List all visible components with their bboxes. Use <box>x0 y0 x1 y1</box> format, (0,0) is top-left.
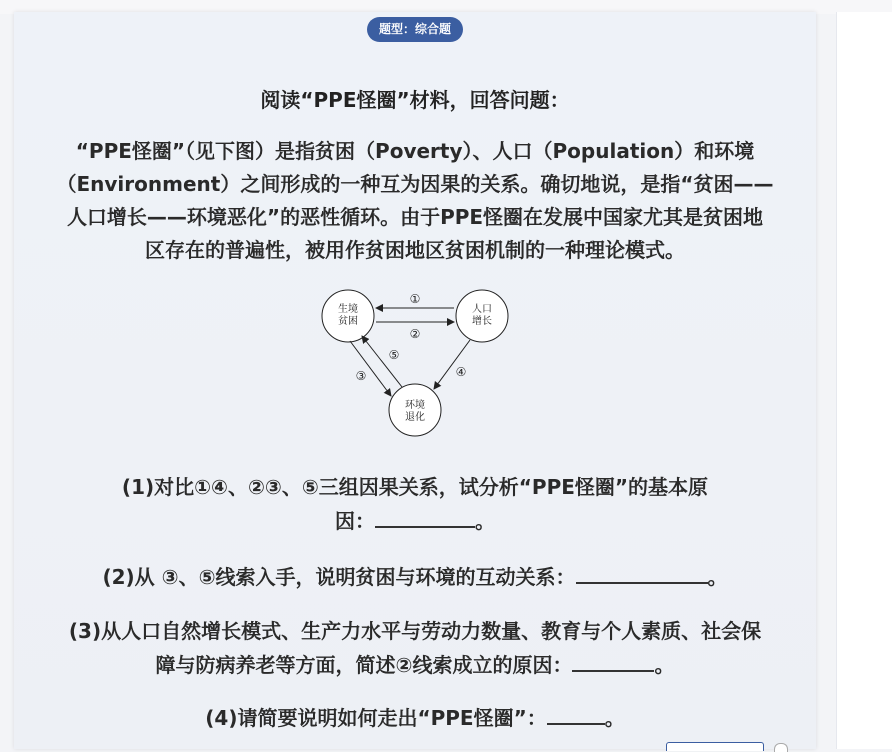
question-3 <box>30 614 800 682</box>
question-1-line <box>30 504 800 538</box>
question-4-text: (4)请简要说明如何走出“PPE怪圈”： <box>205 706 547 730</box>
right-side-panel <box>836 12 892 749</box>
question-4 <box>30 701 800 735</box>
environment-node-label: 退化 <box>405 412 425 423</box>
diagram-label-4: ④ <box>455 365 467 379</box>
end-mark: 。 <box>475 509 495 533</box>
question-type-badge: 题型：综合题 <box>367 17 463 42</box>
bottom-checkbox[interactable] <box>774 743 788 752</box>
paragraph-line: 区存在的普遍性，被用作贫困地区贫困机制的一种理论模式。 <box>145 238 685 262</box>
question-3-line: (3)从人口自然增长模式、生产力水平与劳动力数量、教育与个人素质、社会保 <box>68 619 762 643</box>
end-mark: 。 <box>707 565 728 589</box>
answer-blank-2[interactable] <box>576 560 708 584</box>
question-1-text: 因： <box>335 509 375 533</box>
question-2-line <box>30 560 800 594</box>
question-3-line <box>30 648 800 682</box>
question-2-text: (2)从 ③、⑤线索入手，说明贫困与环境的互动关系： <box>102 565 576 589</box>
bottom-action-button[interactable] <box>666 742 764 751</box>
question-3-text: 障与防病养老等方面，简述②线索成立的原因： <box>155 653 573 677</box>
poverty-node-label: 贫困 <box>338 316 358 327</box>
diagram-label-5: ⑤ <box>388 348 400 362</box>
answer-blank-1[interactable] <box>375 504 475 528</box>
paragraph-line: 人口增长——环境恶化”的恶性循环。由于PPE怪圈在发展中国家尤其是贫困地 <box>66 205 764 229</box>
question-1 <box>30 470 800 538</box>
population-node-label: 增长 <box>472 316 492 327</box>
paragraph-line: “PPE怪圈”（见下图）是指贫困（Poverty）、人口（Population）和环境 <box>75 139 755 163</box>
question-1-line: (1)对比①④、②③、⑤三组因果关系，试分析“PPE怪圈”的基本原 <box>121 475 709 499</box>
end-mark: 。 <box>604 706 625 730</box>
diagram-label-3: ③ <box>355 369 367 383</box>
bottom-toolbar <box>660 740 892 749</box>
end-mark: 。 <box>654 653 675 677</box>
ppe-cycle-diagram <box>318 284 518 442</box>
material-paragraph <box>30 135 800 267</box>
population-node-label: 人口 <box>472 304 492 315</box>
question-heading: 阅读“PPE怪圈”材料，回答问题： <box>260 88 570 112</box>
question-2 <box>30 560 800 594</box>
environment-node-label: 环境 <box>405 400 425 411</box>
answer-blank-4[interactable] <box>547 701 605 725</box>
diagram-label-1: ① <box>409 292 421 306</box>
diagram-label-2: ② <box>409 327 421 341</box>
poverty-node-label: 生境 <box>338 304 358 315</box>
question-4-line <box>30 701 800 735</box>
answer-blank-3[interactable] <box>572 648 654 672</box>
paragraph-line: （Environment）之间形成的一种互为因果的关系。确切地说，是指“贫困—— <box>56 172 774 196</box>
